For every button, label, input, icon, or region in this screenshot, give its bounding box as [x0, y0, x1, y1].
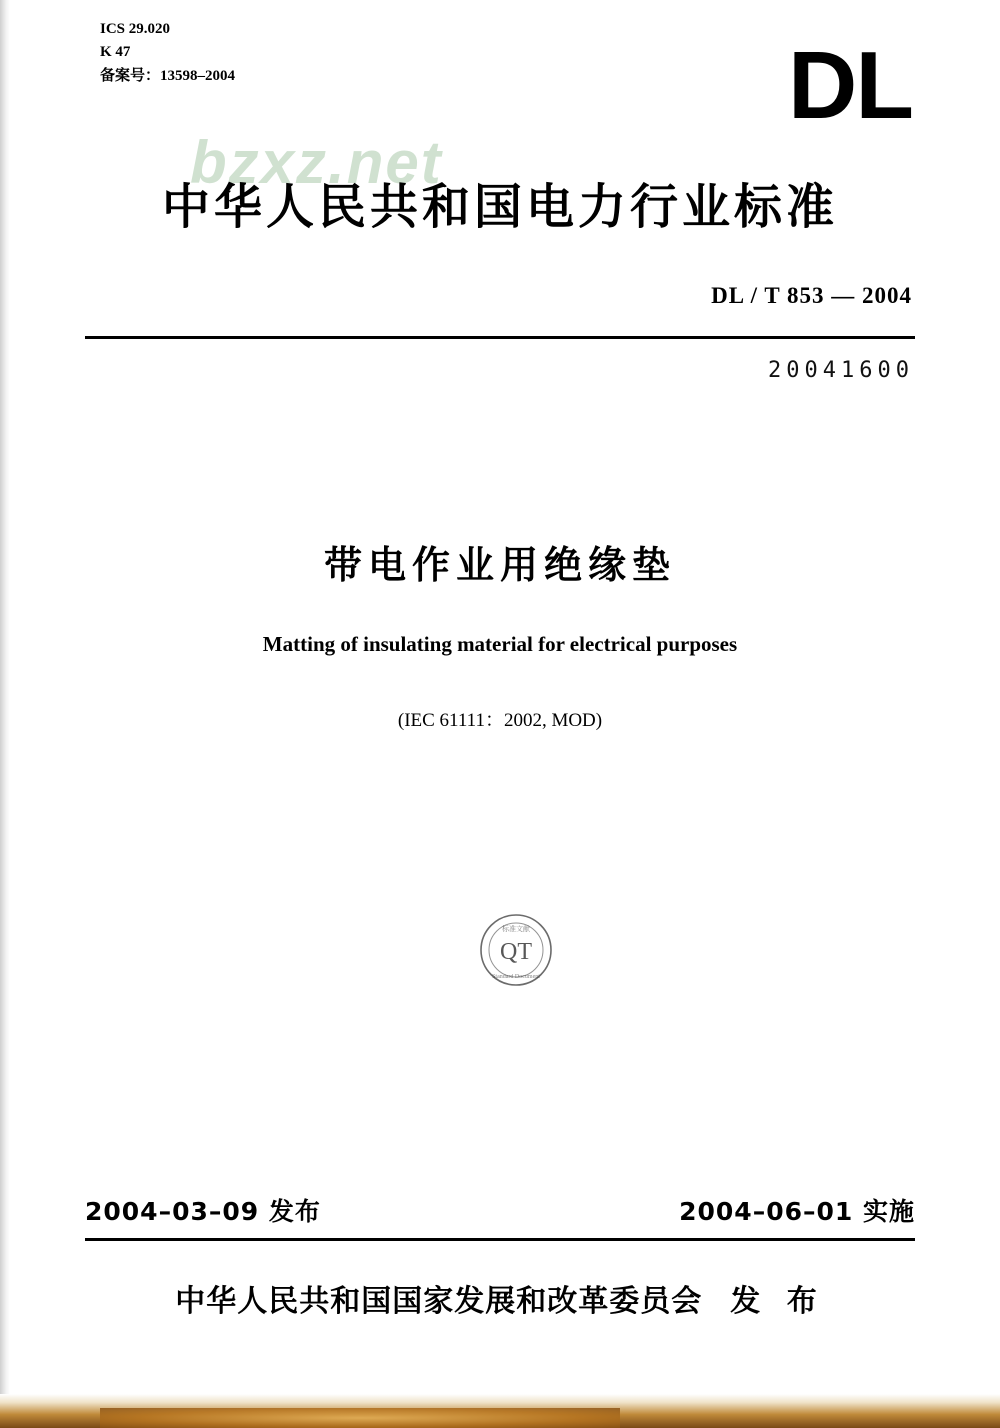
header-divider-rule — [85, 336, 915, 339]
footer-divider-rule — [85, 1238, 915, 1241]
header-metadata-block — [100, 18, 235, 88]
classification-code: K 47 — [100, 44, 131, 61]
document-title-chinese: 带电作业用绝缘垫 — [323, 543, 676, 587]
watermark-text: bzxz.net — [190, 129, 443, 196]
publish-date: 2004–03–09 发布 — [85, 1197, 321, 1226]
scan-edge-bottom — [0, 1394, 1000, 1428]
issuer-line — [0, 1276, 1000, 1320]
svg-text:标准文献: 标准文献 — [502, 925, 530, 933]
standard-number: DL / T 853 — 2004 — [711, 283, 912, 308]
barcode-number: 20041600 — [768, 358, 914, 383]
svg-text:Standard Document: Standard Document — [492, 974, 540, 980]
svg-text:QT: QT — [500, 939, 532, 965]
issuer-verb: 发 布 — [730, 1284, 825, 1319]
document-title-reference: (IEC 61111：2002, MOD) — [397, 710, 603, 731]
record-number: 备案号：13598–2004 — [100, 67, 236, 84]
document-title-english: Matting of insulating material for electrical purposes — [262, 632, 738, 656]
dl-logo: DL — [788, 32, 912, 139]
implementation-date: 2004–06–01 实施 — [679, 1197, 915, 1226]
issuer-name: 中华人民共和国国家发展和改革委员会 — [175, 1284, 703, 1319]
ics-code: ICS 29.020 — [100, 21, 171, 37]
standard-series-title: 中华人民共和国电力行业标准 — [161, 179, 838, 235]
official-stamp-icon — [478, 912, 554, 988]
